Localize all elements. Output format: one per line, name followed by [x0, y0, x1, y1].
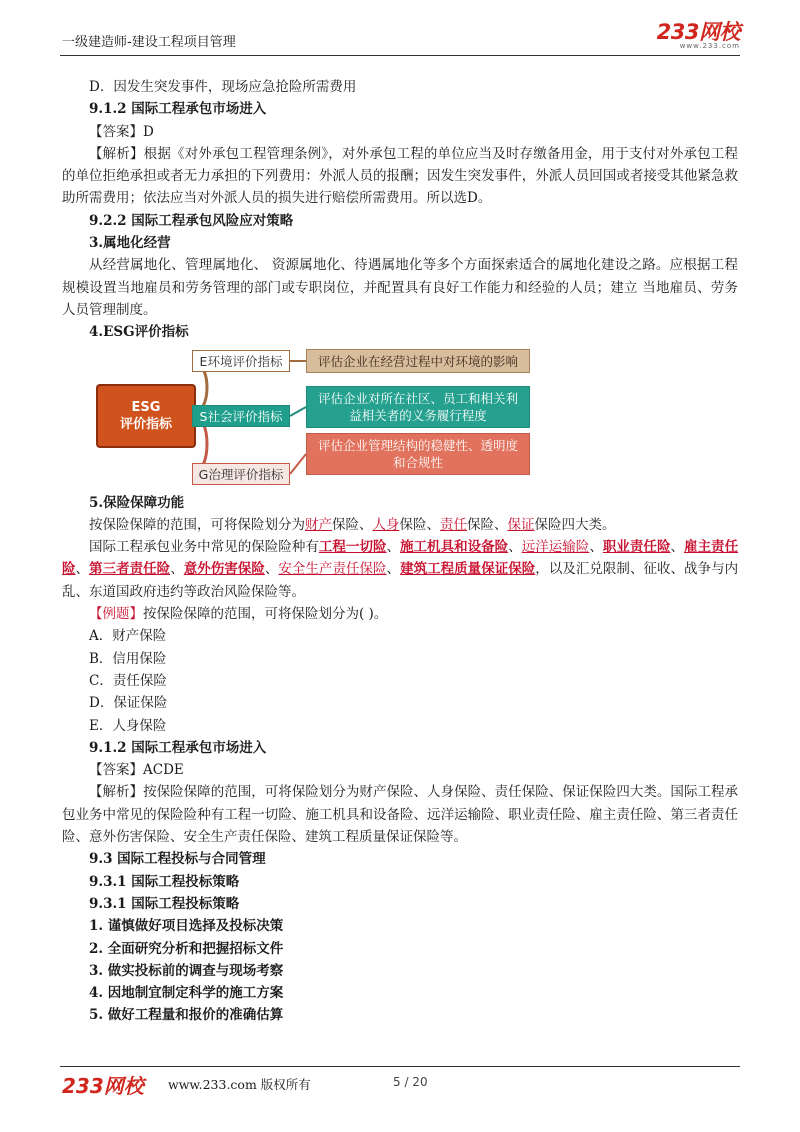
keyword-accident: 意外伤害保险 [183, 561, 265, 578]
keyword-ocean: 远洋运输险 [521, 539, 590, 556]
section-heading-risk: 9.2.2 国际工程承包风险应对策略 [89, 212, 294, 229]
desc-social-line1: 评估企业对所在社区、员工和相关利 [317, 390, 518, 406]
subheading-esg: 4.ESG评价指标 [89, 324, 189, 341]
analysis-label: 【解析】 [89, 145, 144, 162]
strategy-item: 2. 全面研究分析和把握招标文件 [89, 940, 284, 957]
keyword-professional-a: 职业责任 [602, 539, 657, 556]
desc-social [306, 386, 530, 428]
desc-governance [306, 433, 530, 475]
example-analysis-label: 【解析】 [89, 784, 144, 801]
node-governance: G治理评价指标 [192, 463, 290, 485]
example-analysis [62, 781, 738, 848]
page-number: 5 / 20 [393, 1075, 428, 1089]
footer-divider [60, 1066, 740, 1067]
keyword-employer: 雇主责任险 [62, 539, 739, 578]
heading-bidding-strategy-repeat: 9.3.1 国际工程投标策略 [89, 895, 240, 912]
text-run: 、 [508, 539, 522, 556]
footer-copyright: www.233.com 版权所有 [168, 1077, 311, 1092]
strategy-item: 4. 因地制宜制定科学的施工方案 [89, 985, 284, 1002]
text-run: 、 [386, 539, 401, 556]
heading-bidding: 9.3 国际工程投标与合同管理 [89, 851, 266, 868]
strategy-item: 1. 谨慎做好项目选择及投标决策 [89, 918, 284, 935]
text-run: 、 [75, 561, 90, 578]
document-header-title: 一级建造师-建设工程项目管理 [62, 35, 236, 50]
example-answer [62, 759, 738, 781]
node-social: S社会评价指标 [192, 405, 290, 427]
option-item: B．信用保险 [89, 650, 167, 667]
localization-paragraph: 从经营属地化、管理属地化、 资源属地化、待遇属地化等多个方面探索适合的属地化建设之路。应根据工程规模设置当地雇员和劳务管理的部门或专职岗位，并配置具有良好工作能力和经验的人员；建立 当地雇员、劳务人员管理制度。 [62, 257, 738, 318]
text-run: 保险四大类。 [534, 516, 616, 533]
heading-bidding-strategy: 9.3.1 国际工程投标策略 [89, 873, 240, 890]
option-d-line: D．因发生突发事件，现场应急抢险所需费用 [89, 79, 357, 95]
text-run: 、 [264, 561, 279, 578]
answer-label: 【答案】 [89, 123, 143, 140]
text-run: 兑限制、征收、战争与内乱、东道国政府违约等政治风险保险等。 [62, 561, 739, 600]
example-analysis-text: 按保险保障的范围，可将保险划分为财产保险、人身保险、责任保险、保证保险四大类。国际工程承包业务中常见的保险险种有工程一切险、施工机具和设备险、远洋运输险、职业责任险、雇主责任险、第三者责任险、意外伤害保险、安全生产责任保险、建筑工程质量保证保险等。 [62, 784, 739, 846]
example-label: 【例题】 [89, 606, 143, 623]
answer-value: D [143, 123, 154, 140]
example-answer-value: ACDE [143, 762, 184, 779]
keyword-liability: 责任 [440, 516, 467, 533]
strategy-item: 3. 做实投标前的调查与现场考察 [89, 962, 284, 979]
example-answer-label: 【答案】 [89, 762, 143, 779]
logo-url: www.233.com [679, 42, 740, 50]
text-run: 、 [670, 539, 685, 556]
page-content [62, 76, 738, 1027]
example-section: 9.1.2 国际工程承包市场进入 [89, 739, 267, 756]
option-item: D．保证保险 [89, 695, 168, 712]
keyword-professional-b: 险 [656, 539, 671, 556]
option-item: A．财产保险 [89, 628, 167, 645]
desc-environment: 评估企业在经营过程中对环境的影响 [306, 349, 530, 373]
section-heading: 9.1.2 国际工程承包市场进入 [89, 101, 267, 118]
answer-line [62, 121, 738, 143]
text-run: 、 [170, 561, 184, 578]
analysis-text: 根据《对外承包工程管理条例》，对外承包工程的单位应当及时存缴备用金，用于支付对外承包工程的单位拒绝承担或者无力承担的下列费用：外派人员的报酬；因发生突发事件，外派人员回国或者接受其他紧急救助所需费用；依法应当对外派人员的损失进行赔偿所需费用。所以选D。 [62, 145, 739, 207]
keyword-all-risk: 工程一切险 [318, 539, 387, 556]
esg-center-line2: 评价指标 [119, 416, 172, 432]
desc-governance-line1: 评估企业管理结构的稳健性、透明度 [317, 437, 518, 453]
footer-logo: 233网校 [62, 1074, 144, 1098]
text-run: 、 [589, 539, 603, 556]
text-run: ，以及汇 [535, 561, 590, 578]
keyword-safety: 安全生产责任保险 [278, 561, 387, 578]
subheading-localization: 3.属地化经营 [89, 235, 171, 252]
keyword-quality: 建筑工程质量保证保险 [400, 561, 536, 578]
analysis-paragraph [62, 143, 738, 210]
insurance-categories-paragraph [62, 514, 738, 536]
logo-text: 233网校 [656, 20, 740, 44]
desc-governance-line2: 和合规性 [392, 454, 443, 470]
text-run: 按保险保障的范围，可将保险划分为 [89, 516, 305, 533]
text-run: 保险、 [399, 516, 440, 533]
esg-center-node [96, 384, 196, 448]
connector-g-desc [290, 454, 306, 474]
connector-s-desc [290, 407, 306, 416]
text-run: 、 [386, 561, 401, 578]
keyword-personal: 人身 [372, 516, 400, 533]
brand-logo [657, 22, 740, 50]
example-question-text: 按保险保障的范围，可将保险划分为( )。 [143, 606, 388, 623]
insurance-types-paragraph [62, 536, 738, 603]
keyword-third-party: 第三者责任险 [89, 561, 171, 578]
esg-center-line1: ESG [131, 399, 161, 415]
text-run: 国际工程承包业务中常见的保险险种有 [89, 539, 319, 556]
esg-mindmap [62, 348, 738, 484]
keyword-guarantee: 保证 [507, 516, 535, 533]
strategy-item: 5. 做好工程量和报价的准确估算 [89, 1007, 284, 1024]
keyword-equipment: 施工机具和设备险 [400, 539, 509, 556]
text-run: 保险、 [467, 516, 508, 533]
keyword-property: 财产 [305, 516, 332, 533]
option-item: C．责任保险 [89, 672, 167, 689]
desc-social-line2: 益相关者的义务履行程度 [349, 407, 487, 423]
header-divider [60, 55, 740, 56]
subheading-insurance: 5.保险保障功能 [89, 494, 185, 511]
option-item: E．人身保险 [89, 717, 167, 734]
text-run: 保险、 [332, 516, 373, 533]
node-environment: E环境评价指标 [192, 350, 290, 372]
example-question [62, 603, 738, 625]
